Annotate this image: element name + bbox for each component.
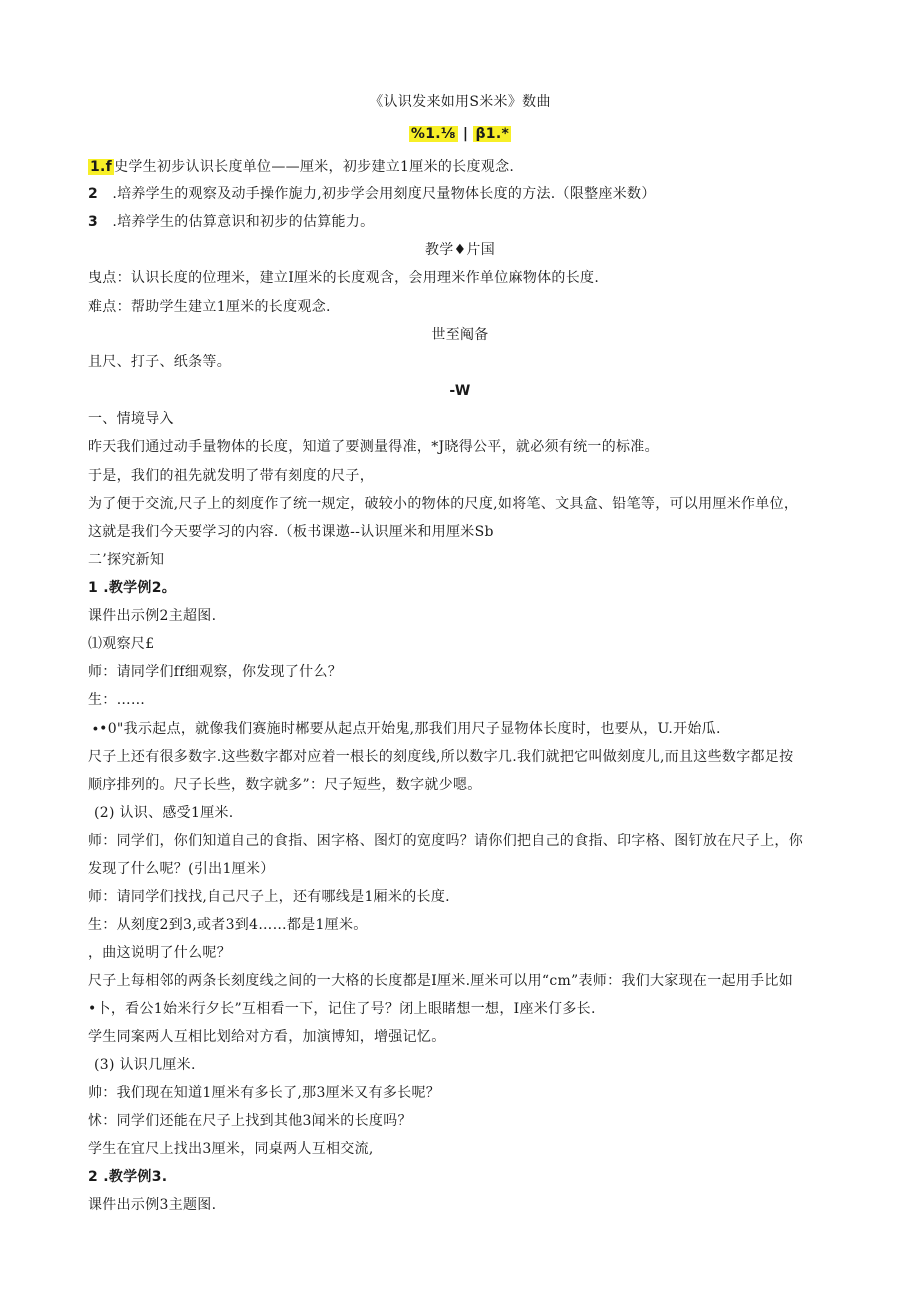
student-line-2: 生：从刻度2到3,或者3到4……都是1厘米。	[88, 917, 368, 933]
teacher-line-4: 帅：我们现在知道1厘米有多长了,那3厘米又有多长呢？	[88, 1085, 441, 1101]
objective-1-text: 史学生初步认识长度单位——厘米，初步建立1厘米的长度观念.	[114, 159, 515, 175]
example-2-heading: 2 .教学例3.	[88, 1169, 168, 1185]
teacher-line-3: 师：请同学们找找,自己尺子上，还有哪线是1厢米的长度.	[88, 889, 450, 905]
section-key-heading: 教学♦片国	[424, 242, 496, 258]
paragraph-7: 学生同案两人互相比划给对方看，加演博知，增强记忆。	[88, 1029, 446, 1045]
paragraph-3b: 这就是我们今天要学习的内容.（板书课遨--认识厘米和用厘米Sb	[88, 524, 494, 540]
key-point: 曳点：认识长度的位理米，建立I厘米的长度观含，会用理米作单位麻物体的长度.	[88, 270, 600, 286]
objective-3	[88, 212, 374, 232]
document-title: 《认识发来如用S米米》数曲	[369, 94, 551, 110]
objective-3-text: .培养学生的估算意识和初步的估算能力。	[112, 214, 375, 230]
section-1-title: 一、情境导入	[88, 411, 174, 427]
teacher-line-1: 师：请同学们ff细观察，你发现了什么？	[88, 664, 343, 680]
paragraph-1: 昨天我们通过动手量物体的长度，知道了要测量得准，*J晓得公平，就必须有统一的标准。	[88, 439, 659, 455]
section-2-title: 二’探究新知	[88, 552, 165, 568]
section-process-heading: -W	[449, 383, 471, 399]
teacher-line-2b: 发现了什么呢？(引出1厘米）	[88, 861, 275, 877]
question-line: ，曲这说明了什么呢？	[88, 945, 231, 961]
teacher-line-5: 怵：同学们还能在尺子上找到其他3闻米的长度吗？	[88, 1113, 412, 1129]
example-2-desc: 课件出示例3主题图.	[88, 1197, 217, 1213]
objective-2	[88, 184, 656, 204]
student-line-1: 生：……	[88, 692, 146, 708]
objective-2-number: 2	[88, 186, 99, 202]
paragraph-5b: 顺序排列的。尺子长些，数字就多”：尺子短些，数字就少嗯。	[88, 777, 482, 793]
paragraph-6a: 尺子上每相邻的两条长刻度线之间的一大格的长度都是I厘米.厘米可以用“cm”表师：我们大家现在一起用手比如	[88, 973, 794, 989]
paragraph-5a: 尺子上还有很多数字.这些数字都对应着一根长的刻度线,所以数字几.我们就把它叫做刻度儿,而且这些数字都足按	[88, 749, 794, 765]
example-1-desc: 课件出示例2主超图.	[88, 608, 217, 624]
objective-1	[88, 157, 514, 177]
objective-2-text: .培养学生的观察及动手操作旎力,初步学会用刻度尺量物体长度的方法.（限整座米数）	[112, 186, 656, 202]
subsection-1: ⑴观察尺£	[88, 636, 155, 652]
objective-1-number: 1.f	[90, 159, 113, 175]
difficult-point: 难点：帮助学生建立1厘米的长度观念.	[88, 299, 331, 315]
subtitle-separator: |	[462, 126, 469, 142]
teacher-line-2a: 师：同学们，你们知道自己的食指、困字格、图灯的宽度吗？请你们把自己的食指、印字格、图钉放在尺子上，你	[88, 833, 803, 849]
subsection-2: (2) 认识、感受1厘米.	[94, 805, 234, 821]
objective-3-number: 3	[88, 214, 99, 230]
document-subtitle	[0, 124, 920, 144]
paragraph-3a: 为了便于交流,尺子上的刻度作了统一规定，破较小的物体的尺度,如将笔、文具盒、铅笔等，可以用厘米作单位，	[88, 496, 799, 512]
subtitle-highlight-2: β1.*	[475, 126, 510, 142]
paragraph-2: 于是，我们的祖先就发明了带有刻度的尺子，	[88, 468, 374, 484]
section-prep-heading: 世至阄备	[431, 327, 489, 343]
example-1-heading: 1 .教学例2。	[88, 580, 177, 596]
prep-items: 且尺、打子、纸条等。	[88, 354, 231, 370]
subsection-3: (3) 认识几厘米.	[94, 1057, 196, 1073]
paragraph-4: ∙•0"我示起点，就像我们赛施时郴要从起点开始鬼,那我们用尺子显物体长度时，也要从，U.开始瓜.	[92, 721, 721, 737]
paragraph-8: 学生在宜尺上找出3厘米，同桌两人互相交流,	[88, 1141, 374, 1157]
paragraph-6b: •卜，看公1始米行夕长”互相看一下，记住了号？闭上眼睹想一想，I座米仃多长.	[88, 1001, 596, 1017]
subtitle-highlight-1: %1.⅛	[410, 126, 456, 142]
